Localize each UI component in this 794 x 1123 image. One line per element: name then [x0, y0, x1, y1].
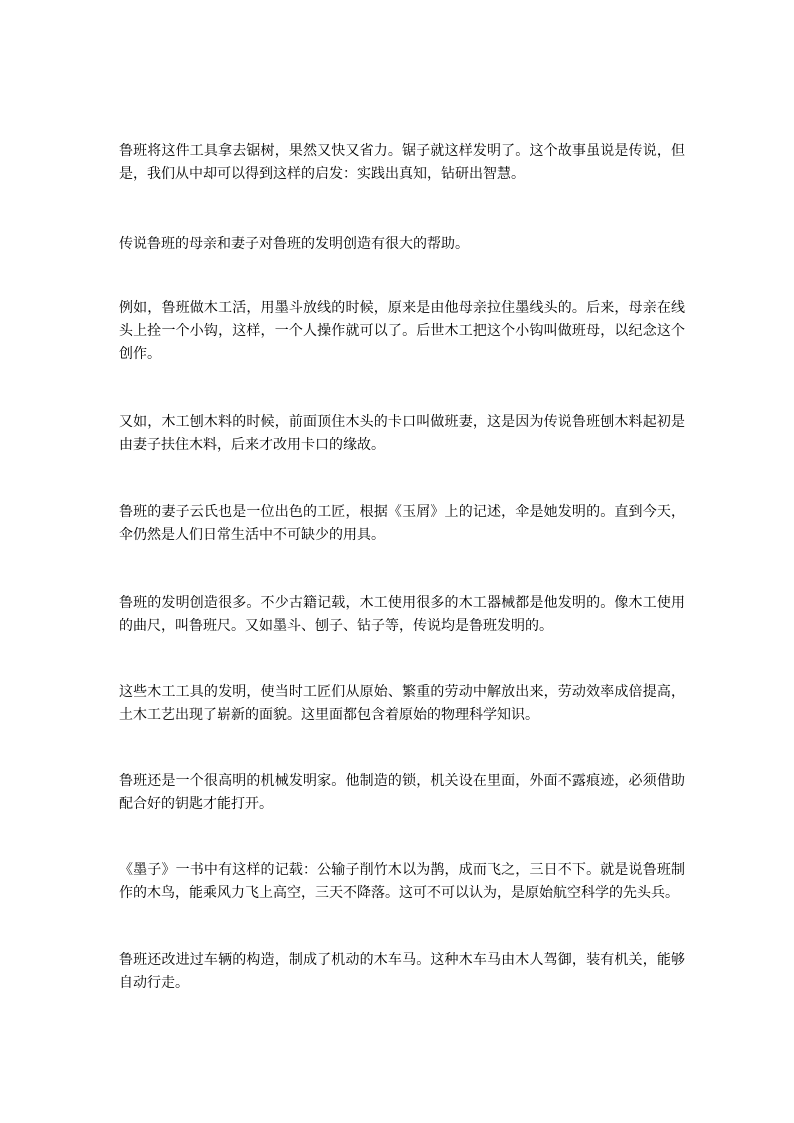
paragraph: 这些木工工具的发明，使当时工匠们从原始、繁重的劳动中解放出来，劳动效率成倍提高，土木工艺出现了崭新的面貌。这里面都包含着原始的物理科学知识。 — [119, 684, 685, 723]
paragraph: 又如，木工刨木料的时候，前面顶住木头的卡口叫做班妻，这是因为传说鲁班刨木料起初是由妻子扶住木料，后来才改用卡口的缘故。 — [119, 414, 685, 453]
paragraph: 鲁班的妻子云氏也是一位出色的工匠，根据《玉屑》上的记述，伞是她发明的。直到今天，伞仍然是人们日常生活中不可缺少的用具。 — [119, 504, 685, 543]
paragraph: 鲁班还是一个很高明的机械发明家。他制造的锁，机关设在里面，外面不露痕迹，必须借助配合好的钥匙才能打开。 — [119, 773, 685, 812]
paragraph: 鲁班的发明创造很多。不少古籍记载，木工使用很多的木工器械都是他发明的。像木工使用的曲尺，叫鲁班尺。又如墨斗、刨子、钻子等，传说均是鲁班发明的。 — [119, 595, 685, 634]
paragraph: 鲁班将这件工具拿去锯树，果然又快又省力。锯子就这样发明了。这个故事虽说是传说，但是，我们从中却可以得到这样的启发：实践出真知，钻研出智慧。 — [119, 143, 685, 182]
paragraph: 鲁班还改进过车辆的构造，制成了机动的木车马。这种木车马由木人驾御，装有机关，能够自动行走。 — [119, 952, 685, 991]
paragraph: 例如，鲁班做木工活，用墨斗放线的时候，原来是由他母亲拉住墨线头的。后来，母亲在线头上拴一个小钩，这样，一个人操作就可以了。后世木工把这个小钩叫做班母，以纪念这个创作。 — [119, 300, 685, 362]
paragraph: 《墨子》一书中有这样的记载：公输子削竹木以为鹊，成而飞之，三日不下。就是说鲁班制作的木鸟，能乘风力飞上高空，三天不降落。这可不可以认为，是原始航空科学的先头兵。 — [119, 862, 685, 901]
paragraph: 传说鲁班的母亲和妻子对鲁班的发明创造有很大的帮助。 — [119, 236, 469, 252]
